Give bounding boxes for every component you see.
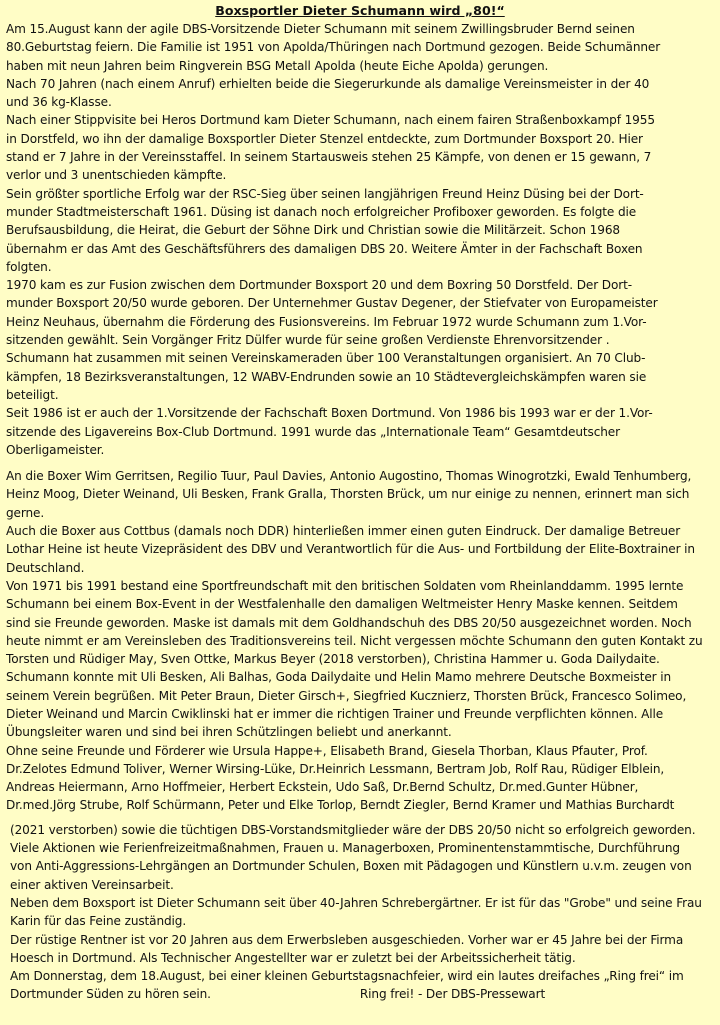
section-closing	[0, 821, 720, 1004]
paragraph: (2021 verstorben) sowie die tüchtigen DBS-Vorstandsmitglieder wäre der DBS 20/50 nicht so erfolgreich geworden. Viele Aktionen wie Ferienfreizeitmaßnahmen, Frauen u. Managerboxen, Prominentenstammtische, Durchführung von Anti-Aggressions-Lehrgängen an Dortmunder Schulen, Boxen mit Pädagogen und Künstlern u.v.m. zeugen von einer aktiven Vereinsarbeit.	[10, 822, 696, 892]
paragraph: Neben dem Boxsport ist Dieter Schumann seit über 40-Jahren Schrebergärtner. Er ist für das "Grobe" und seine Frau Karin für das Feine zuständig.	[10, 895, 702, 929]
article-title: Boxsportler Dieter Schumann wird „80!“	[215, 3, 505, 18]
paragraph: Nach 70 Jahren (nach einem Anruf) erhielten beide die Siegerurkunde als damalige Vereinsmeister in der 40 und 36 kg-Klasse.	[6, 76, 650, 110]
paragraph: An die Boxer Wim Gerritsen, Regilio Tuur, Paul Davies, Antonio Augostino, Thomas Winogrotzki, Ewald Tenhumberg, Heinz Moog, Dieter Weinand, Uli Besken, Frank Gralla, Thorsten Brück, um nur einige zu nennen, erinnert man sich gerne.	[6, 469, 692, 520]
paragraph-signoff: Am Donnerstag, dem 18.August, bei einer kleinen Geburtstagsnachfeier, wird ein lautes dreifaches „Ring frei“ im Dortmunder Süden zu hören sein. Ring frei! - Der DBS-Pressewart	[10, 969, 684, 1002]
paragraph: Sein größter sportliche Erfolg war der RSC-Sieg über seinen langjährigen Freund Heinz Düsing bei der Dort- munder Stadtmeisterschaft 1961. Düsing ist danach noch erfolgreicher Profiboxer geworden. Es folgte die Berufsausbildung, die Heirat, die Geburt der Söhne Dirk und Christian sowie die Militärzeit. Schon 1968 übernahm er das Amt des Geschäftsführers des damaligen DBS 20. Weitere Ämter in der Fachschaft Boxen folgten.	[6, 186, 644, 274]
paragraph: Nach einer Stippvisite bei Heros Dortmund kam Dieter Schumann, nach einem fairen Straßenboxkampf 1955 in Dorstfeld, wo ihn der damalige Boxsportler Dieter Stenzel entdeckte, zum Dortmunder Boxsport 20. Hier stand er 7 Jahre in der Vereinsstaffel. In seinem Startausweis stehen 25 Kämpfe, von denen er 15 gewann, 7 verlor und 3 unentschieden kämpfte.	[6, 113, 655, 183]
article-page	[0, 2, 720, 1025]
section-boxers	[0, 467, 720, 815]
paragraph: Auch die Boxer aus Cottbus (damals noch DDR) hinterließen immer einen guten Eindruck. Der damalige Betreuer Lothar Heine ist heute Vizepräsident des DBV und Verantwortlich für die Aus- und Fortbildung der Elite-Boxtrainer in Deutschland.	[6, 524, 695, 575]
paragraph: Von 1971 bis 1991 bestand eine Sportfreundschaft mit den britischen Soldaten vom Rheinlanddamm. 1995 lernte Schumann bei einem Box-Event in der Westfalenhalle den damaligen Weltmeister Henry Maske kennen. Seitdem sind sie Freunde geworden. Maske ist damals mit dem Goldhandschuh des DBS 20/50 ausgezeichnet worden. Noch heute nimmt er am Vereinsleben des Traditionsvereins teil. Nicht vergessen möchte Schumann den guten Kontakt zu Torsten und Rüdiger May, Sven Ottke, Markus Beyer (2018 verstorben), Christina Hammer u. Goda Dailydaite.	[6, 578, 703, 667]
paragraph: 1970 kam es zur Fusion zwischen dem Dortmunder Boxsport 20 und dem Boxring 50 Dorstfeld. Der Dort- munder Boxsport 20/50 wurde geboren. Der Unternehmer Gustav Degener, der Stiefvater von Europameister Heinz Neuhaus, übernahm die Förderung des Fusionsvereins. Im Februar 1972 wurde Schumann zum 1.Vor- sitzenden gewählt. Sein Vorgänger Fritz Dülfer wurde für seine großen Verdienste Ehrenvorsitzender . Schumann hat zusammen mit seinen Vereinskameraden über 100 Veranstaltungen organisiert. An 70 Club- kämpfen, 18 Bezirksveranstaltungen, 12 WABV-Endrunden sowie an 10 Städtevergleichskämpfen waren sie beteiligt.	[6, 278, 658, 402]
section-divider	[0, 459, 720, 467]
paragraph: Schumann konnte mit Uli Besken, Ali Balhas, Goda Dailydaite und Helin Mamo mehrere Deutsche Boxmeister in seinem Verein begrüßen. Mit Peter Braun, Dieter Girsch+, Siegfried Kucznierz, Thorsten Brück, Francesco Solimeo, Dieter Weinand und Marcin Cwiklinski hat er immer die richtigen Trainer und Freunde verpflichten können. Alle Übungsleiter waren und sind bei ihren Schützlingen beliebt und anerkannt.	[6, 670, 687, 740]
paragraph: Seit 1986 ist er auch der 1.Vorsitzende der Fachschaft Boxen Dortmund. Von 1986 bis 1993 war er der 1.Vor- sitzende des Ligavereins Box-Club Dortmund. 1991 wurde das „Internationale Team“ Gesamtdeutscher Oberligameister.	[6, 406, 653, 457]
section-biography	[0, 20, 720, 459]
paragraph: Der rüstige Rentner ist vor 20 Jahren aus dem Erwerbsleben ausgeschieden. Vorher war er 45 Jahre bei der Firma Hoesch in Dortmund. Als Technischer Angestellter war er zuletzt bei der Arbeitssicherheit tätig.	[10, 932, 684, 965]
paragraph: Am 15.August kann der agile DBS-Vorsitzende Dieter Schumann mit seinem Zwillingsbruder Bernd seinen 80.Geburtstag feiern. Die Familie ist 1951 von Apolda/Thüringen nach Dortmund gezogen. Beide Schumänner haben mit neun Jahren beim Ringverein BSG Metall Apolda (heute Eiche Apolda) gerungen.	[6, 22, 661, 73]
paragraph: Ohne seine Freunde und Förderer wie Ursula Happe+, Elisabeth Brand, Giesela Thorban, Klaus Pfauter, Prof. Dr.Zelotes Edmund Toliver, Werner Wirsing-Lüke, Dr.Heinrich Lessmann, Bertram Job, Rolf Rau, Rüdiger Elblein, Andreas Heiermann, Arno Hoffmeier, Herbert Eckstein, Udo Saß, Dr.Bernd Schultz, Dr.med.Gunter Hübner, Dr.med.Jörg Strube, Rolf Schürmann, Peter und Elke Torlop, Berndt Ziegler, Bernd Kramer und Mathias Burchardt	[6, 743, 675, 813]
